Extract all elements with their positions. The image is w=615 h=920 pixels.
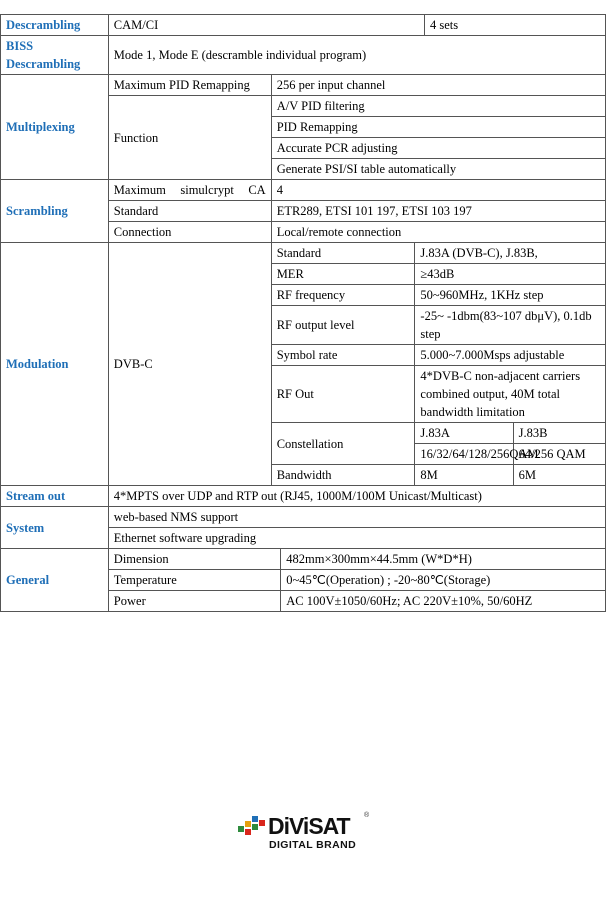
- mux-pid-value: 256 per input channel: [271, 75, 605, 96]
- mux-function-item: A/V PID filtering: [271, 96, 605, 117]
- gen-power-label: Power: [108, 591, 280, 612]
- system-item: Ethernet software upgrading: [108, 528, 605, 549]
- mux-function-item: Generate PSI/SI table automatically: [271, 159, 605, 180]
- row-scr-max: [1, 180, 606, 201]
- gen-dim-label: Dimension: [108, 549, 280, 570]
- mux-function-label: Function: [108, 96, 271, 180]
- mod-standard-label: Standard: [271, 243, 415, 264]
- descrambling-count: 4 sets: [425, 15, 606, 36]
- mod-rf-freq-label: RF frequency: [271, 285, 415, 306]
- scr-max-value: 4: [271, 180, 605, 201]
- row-mux-pid: [1, 75, 606, 96]
- mod-const-a-head: J.83A: [415, 423, 513, 444]
- row-mod-standard: [1, 243, 606, 264]
- row-gen-dim: [1, 549, 606, 570]
- mux-pid-label: Maximum PID Remapping: [108, 75, 271, 96]
- scr-conn-label: Connection: [108, 222, 271, 243]
- system-item: web-based NMS support: [108, 507, 605, 528]
- stream-out-value: 4*MPTS over UDP and RTP out (RJ45, 1000M/100M Unicast/Multicast): [108, 486, 605, 507]
- mod-mer-value: ≥43dB: [415, 264, 606, 285]
- gen-power-value: AC 100V±1050/60Hz; AC 220V±10%, 50/60HZ: [281, 591, 606, 612]
- category-general: General: [1, 549, 109, 612]
- scr-conn-value: Local/remote connection: [271, 222, 605, 243]
- mod-bw-label: Bandwidth: [271, 465, 415, 486]
- scr-std-value: ETR289, ETSI 101 197, ETSI 103 197: [271, 201, 605, 222]
- mod-standard-value: J.83A (DVB-C), J.83B,: [415, 243, 606, 264]
- mod-rfout-label: RF Out: [271, 366, 415, 423]
- gen-dim-value: 482mm×300mm×44.5mm (W*D*H): [281, 549, 606, 570]
- category-descrambling: Descrambling: [1, 15, 109, 36]
- logo-tagline: DIGITAL BRAND: [269, 839, 357, 851]
- mod-rf-level-label: RF output level: [271, 306, 415, 345]
- mux-function-item: Accurate PCR adjusting: [271, 138, 605, 159]
- row-stream-out: [1, 486, 606, 507]
- mod-rf-level-value: -25~ -1dbm(83~107 dbμV), 0.1db step: [415, 306, 606, 345]
- mod-bw-b: 6M: [513, 465, 605, 486]
- descrambling-type: CAM/CI: [108, 15, 424, 36]
- mod-rfout-value: 4*DVB-C non-adjacent carriers combined output, 40M total bandwidth limitation: [415, 366, 606, 423]
- mux-function-item: PID Remapping: [271, 117, 605, 138]
- mod-rf-freq-value: 50~960MHz, 1KHz step: [415, 285, 606, 306]
- mod-symbol-value: 5.000~7.000Msps adjustable: [415, 345, 606, 366]
- spec-table: [0, 14, 606, 612]
- mod-const-label: Constellation: [271, 423, 415, 465]
- mod-const-a-value: 16/32/64/128/256QAM: [415, 444, 513, 465]
- brand-logo: [238, 812, 378, 852]
- mod-mer-label: MER: [271, 264, 415, 285]
- gen-temp-label: Temperature: [108, 570, 280, 591]
- mod-bw-a: 8M: [415, 465, 513, 486]
- category-multiplexing: Multiplexing: [1, 75, 109, 180]
- mod-const-b-value: 64/256 QAM: [513, 444, 605, 465]
- category-modulation: Modulation: [1, 243, 109, 486]
- gen-temp-value: 0~45℃(Operation) ; -20~80℃(Storage): [281, 570, 606, 591]
- row-biss: [1, 36, 606, 75]
- category-scrambling: Scrambling: [1, 180, 109, 243]
- logo-registered-mark: ®: [364, 812, 370, 819]
- mod-type: DVB-C: [108, 243, 271, 486]
- category-system: System: [1, 507, 109, 549]
- logo-mark-icon: [238, 816, 266, 836]
- row-system-1: [1, 507, 606, 528]
- scr-std-label: Standard: [108, 201, 271, 222]
- biss-value: Mode 1, Mode E (descramble individual program): [108, 36, 605, 75]
- category-biss: BISS Descrambling: [1, 36, 109, 75]
- category-stream-out: Stream out: [1, 486, 109, 507]
- scr-max-label: Maximum simulcrypt CA: [108, 180, 271, 201]
- mod-symbol-label: Symbol rate: [271, 345, 415, 366]
- row-descrambling: [1, 15, 606, 36]
- logo-wordmark: DiViSAT: [268, 813, 350, 839]
- mod-const-b-head: J.83B: [513, 423, 605, 444]
